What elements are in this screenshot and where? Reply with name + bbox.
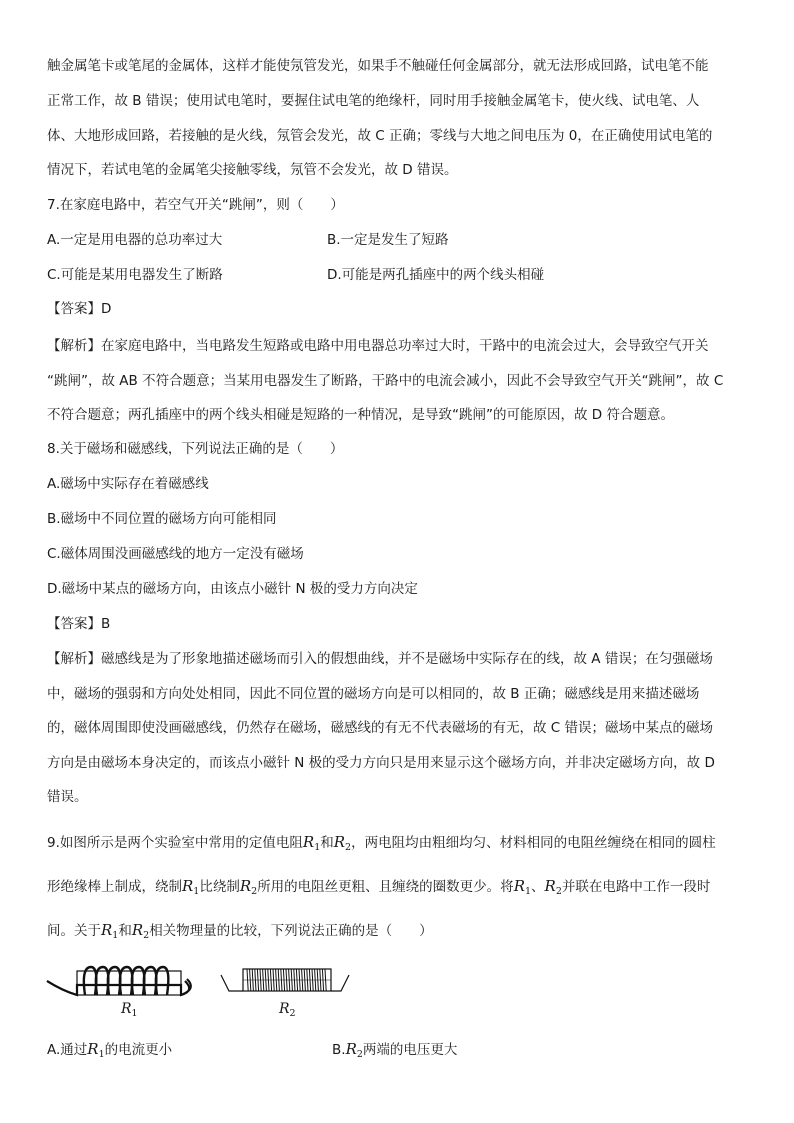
text-fragment: 间。关于 <box>47 923 101 939</box>
text-fragment: 形绝缘棒上制成，绕制 <box>47 879 182 895</box>
text-fragment: 所用的电阻丝更粗、且缠绕的圈数更少。将 <box>257 879 514 895</box>
r2-figure-label: $R_2$ <box>279 1001 296 1019</box>
text-fragment: ，两电阻均由粗细均匀、材料相同的电阻丝缠绕在相同的圆柱 <box>351 835 716 851</box>
question-8-stem: 8.关于磁场和磁感线，下列说法正确的是（ ） <box>47 441 344 457</box>
resistor-figure <box>45 955 355 1027</box>
r1-symbol: $R_1$ <box>87 1040 105 1060</box>
q7-analysis-line: “跳闸”，故 AB 不符合题意；当某用电器发生了断路，干路中的电流会减小，因此不会导致空气开关“跳闸”，故 C <box>47 373 724 389</box>
r2-symbol: $R_2$ <box>131 921 150 941</box>
r2-symbol: $R_2$ <box>544 877 562 897</box>
r1-symbol: $R_1$ <box>513 877 532 897</box>
q7-option-c: C.可能是某用电器发生了断路 <box>47 267 223 283</box>
q7-answer: 【答案】D <box>47 301 112 317</box>
q8-analysis-line: 【解析】磁感线是为了形象地描述磁场而引入的假想曲线，并不是磁场中实际存在的线，故 A 错误；在匀强磁场 <box>47 651 713 667</box>
text-line: 触金属笔卡或笔尾的金属体，这样才能使氖管发光，如果手不触碰任何金属部分，就无法形成回路，试电笔不能 <box>47 58 709 74</box>
r2-symbol: $R_2$ <box>345 1040 363 1060</box>
q8-analysis-line: 中，磁场的强弱和方向处处相同，因此不同位置的磁场方向是可以相同的，故 B 正确；磁感线是用来描述磁场 <box>47 686 700 702</box>
q9-option-b <box>332 1039 457 1065</box>
question-7-stem: 7.在家庭电路中，若空气开关“跳闸”，则（ ） <box>47 197 344 213</box>
text-fragment: A.通过 <box>47 1042 88 1058</box>
text-fragment: B. <box>332 1042 346 1058</box>
q8-option-d: D.磁场中某点的磁场方向，由该点小磁针 N 极的受力方向决定 <box>47 581 418 597</box>
question-9-stem-line-2 <box>47 876 747 902</box>
q7-option-d: D.可能是两孔插座中的两个线头相碰 <box>327 267 545 283</box>
q9-option-a <box>47 1039 172 1065</box>
q7-analysis-line: 【解析】在家庭电路中，当电路发生短路或电路中用电器总功率过大时，干路中的电流会过大，会导致空气开关 <box>47 338 709 354</box>
r1-symbol: $R_1$ <box>302 833 321 853</box>
text-fragment: 和 <box>320 835 334 851</box>
text-line: 体、大地形成回路，若接触的是火线，氖管会发光，故 C 正确；零线与大地之间电压为 0，在正确使用试电笔的 <box>47 128 713 144</box>
r1-symbol: $R_1$ <box>182 877 200 897</box>
q8-option-c: C.磁体周围没画磁感线的地方一定没有磁场 <box>47 546 304 562</box>
text-line: 情况下，若试电笔的金属笔尖接触零线，氖管不会发光，故 D 错误。 <box>47 162 458 178</box>
question-9-stem-line-3 <box>47 920 747 946</box>
q8-analysis-line: 方向是由磁场本身决定的，而该点小磁针 N 极的受力方向只是用来显示这个磁场方向，并非决定磁场方向，故 D <box>47 755 715 771</box>
resistor-r1-drawing <box>47 967 191 995</box>
text-fragment: 和 <box>118 923 132 939</box>
q7-option-a: A.一定是用电器的总功率过大 <box>47 232 223 248</box>
question-9-stem-line-1 <box>47 832 747 858</box>
r2-symbol: $R_2$ <box>239 877 258 897</box>
q8-answer: 【答案】B <box>47 616 111 632</box>
q8-analysis-line: 错误。 <box>47 789 88 805</box>
resistor-r2-drawing <box>221 969 349 991</box>
text-fragment: 比绕制 <box>199 879 240 895</box>
q8-analysis-line: 的，磁体周围即使没画磁感线，仍然存在磁场，磁感线的有无不代表磁场的有无，故 C 错误；磁场中某点的磁场 <box>47 720 714 736</box>
q7-analysis-line: 不符合题意；两孔插座中的两个线头相碰是短路的一种情况，是导致“跳闸”的可能原因，故 D 符合题意。 <box>47 407 674 423</box>
text-fragment: 的电流更小 <box>104 1042 173 1058</box>
text-line: 正常工作，故 B 错误；使用试电笔时，要握住试电笔的绝缘杆，同时用手接触金属笔卡，使火线、试电笔、人 <box>47 93 700 109</box>
text-fragment: 9.如图所示是两个实验室中常用的定值电阻 <box>47 835 303 851</box>
r1-symbol: $R_1$ <box>101 921 119 941</box>
text-fragment: 并联在电路中工作一段时 <box>561 879 711 895</box>
text-fragment: 相关物理量的比较，下列说法正确的是（ ） <box>149 923 433 939</box>
r1-figure-label: $R_1$ <box>121 1001 138 1019</box>
text-fragment: 、 <box>531 879 545 895</box>
q7-option-b: B.一定是发生了短路 <box>327 232 449 248</box>
text-fragment: 两端的电压更大 <box>362 1042 458 1058</box>
q8-option-b: B.磁场中不同位置的磁场方向可能相同 <box>47 511 277 527</box>
r2-symbol: $R_2$ <box>333 833 352 853</box>
q8-option-a: A.磁场中实际存在着磁感线 <box>47 476 209 492</box>
